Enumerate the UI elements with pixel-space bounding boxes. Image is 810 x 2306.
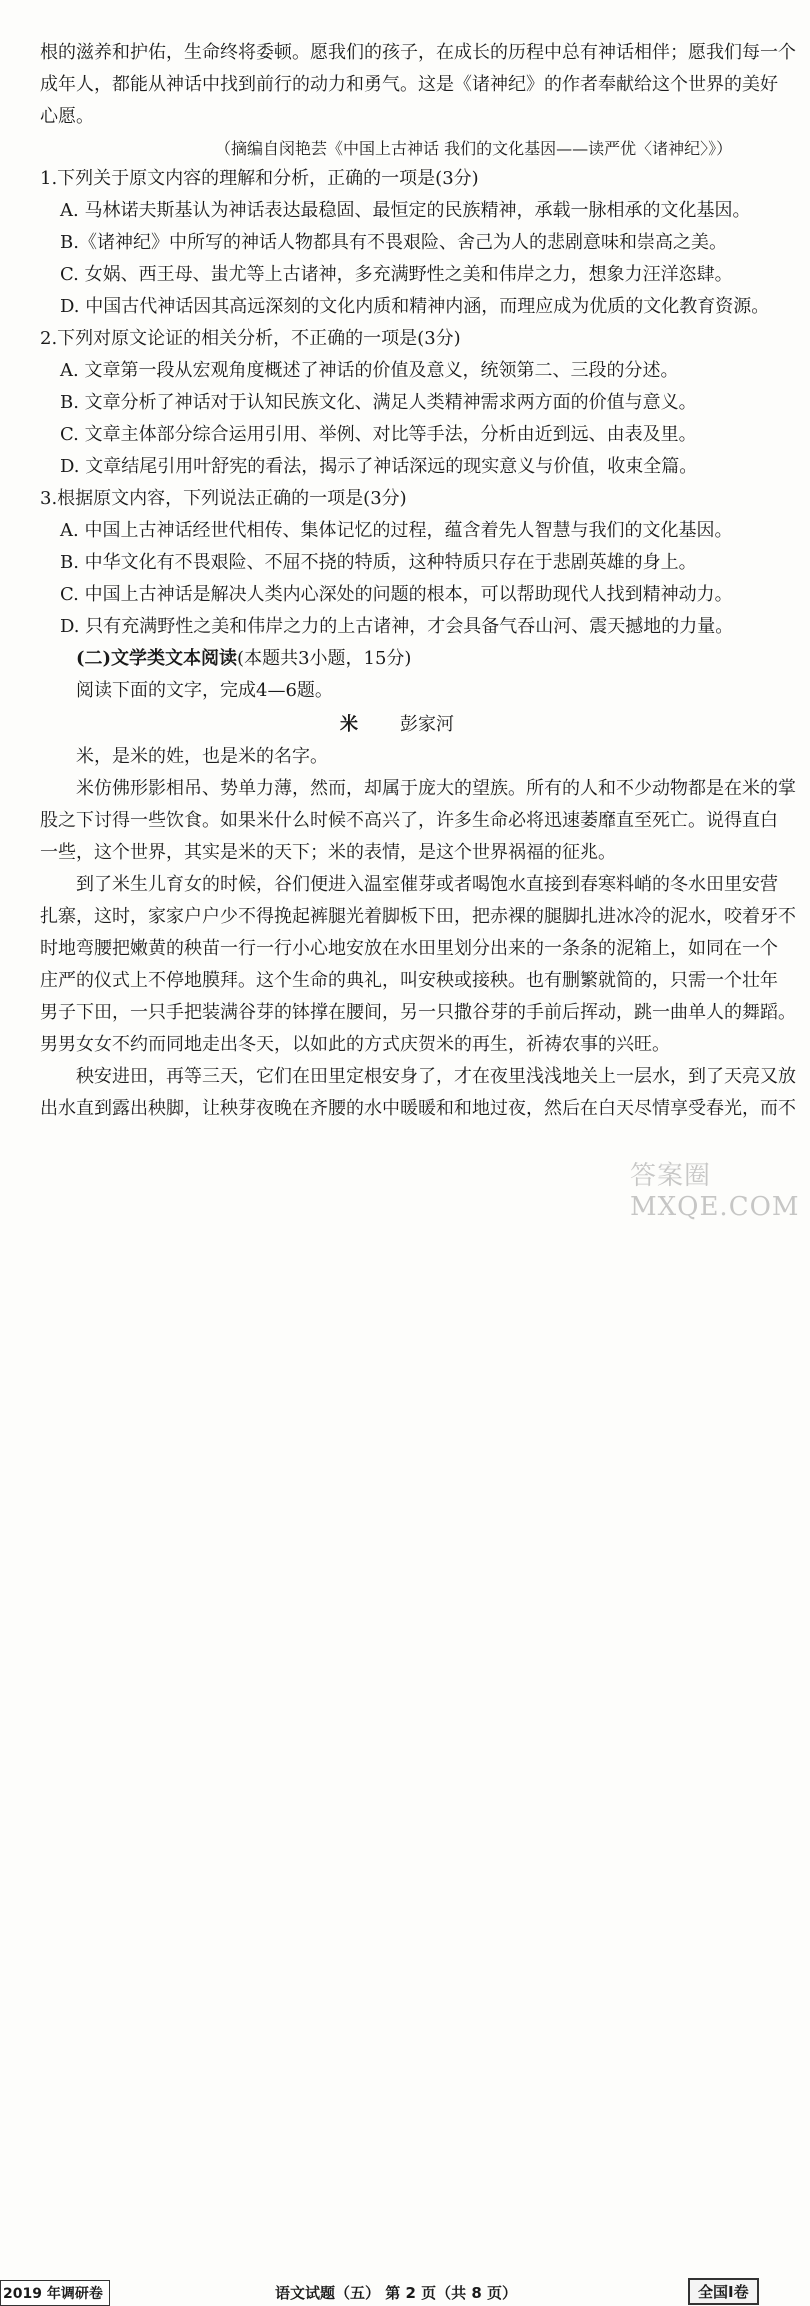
option-b: B. 中华文化有不畏艰险、不屈不挠的特质，这种特质只存在于悲剧英雄的身上。	[60, 552, 697, 573]
story-line: 男子下田，一只手把装满谷芽的钵撑在腰间，另一只撒谷芽的手前后挥动，跳一曲单人的舞蹈。	[40, 1002, 796, 1023]
question-stem: 2.下列对原文论证的相关分析，不正确的一项是(3分)	[40, 328, 461, 349]
section-note: (本题共3小题，15分)	[237, 648, 412, 669]
option-d: D. 中国古代神话因其高远深刻的文化内质和精神内涵，而理应成为优质的文化教育资源。	[60, 296, 770, 317]
option-a: A. 文章第一段从宏观角度概述了神话的价值及意义，统领第二、三段的分述。	[60, 360, 679, 381]
story-title: 米	[340, 714, 358, 735]
instruction: 阅读下面的文字，完成4—6题。	[76, 680, 333, 701]
story-line: 时地弯腰把嫩黄的秧苗一行一行小心地安放在水田里划分出来的一条条的泥箱上，如同在一个	[40, 938, 778, 959]
story-line: 出水直到露出秧脚，让秧芽夜晚在齐腰的水中暖暖和和地过夜，然后在白天尽情享受春光，而不	[40, 1098, 796, 1119]
story-line: 米仿佛形影相吊、势单力薄，然而，却属于庞大的望族。所有的人和不少动物都是在米的掌	[76, 778, 796, 799]
option-d: D. 只有充满野性之美和伟岸之力的上古诸神，才会具备气吞山河、震天撼地的力量。	[60, 616, 734, 637]
story-line: 秧安进田，再等三天，它们在田里定根安身了，才在夜里浅浅地关上一层水，到了天亮又放	[76, 1066, 796, 1087]
story-line: 到了米生儿育女的时候，谷们便进入温室催芽或者喝饱水直接到春寒料峭的冬水田里安营	[76, 874, 778, 895]
exam-badge: 2019 年调研卷	[0, 2280, 110, 2306]
section-heading: (二)文学类文本阅读	[76, 648, 238, 669]
option-a: A. 马林诺夫斯基认为神话表达最稳固、最恒定的民族精神，承载一脉相承的文化基因。	[60, 200, 751, 221]
story-author: 彭家河	[400, 714, 454, 735]
watermark: 答案圈 MXQE.COM	[630, 1161, 800, 1222]
option-c: C. 文章主体部分综合运用引用、举例、对比等手法，分析由近到远、由表及里。	[60, 424, 697, 445]
page-info: 语文试题（五） 第 2 页（共 8 页）	[275, 2284, 517, 2302]
question-stem: 1.下列关于原文内容的理解和分析，正确的一项是(3分)	[40, 168, 479, 189]
passage-line: 心愿。	[40, 106, 94, 127]
option-d: D. 文章结尾引用叶舒宪的看法，揭示了神话深远的现实意义与价值，收束全篇。	[60, 456, 698, 477]
story-line: 扎寨，这时，家家户户少不得挽起裤腿光着脚板下田，把赤裸的腿脚扎进冰冷的泥水，咬着牙不	[40, 906, 796, 927]
story-line: 男男女女不约而同地走出冬天，以如此的方式庆贺米的再生，祈祷农事的兴旺。	[40, 1034, 670, 1055]
region-stamp: 全国Ⅰ卷	[688, 2278, 759, 2305]
story-line: 股之下讨得一些饮食。如果米什么时候不高兴了，许多生命必将迅速萎靡直至死亡。说得直白	[40, 810, 778, 831]
option-a: A. 中国上古神话经世代相传、集体记忆的过程，蕴含着先人智慧与我们的文化基因。	[60, 520, 733, 541]
option-c: C. 女娲、西王母、蚩尤等上古诸神，多充满野性之美和伟岸之力，想象力汪洋恣肆。	[60, 264, 733, 285]
option-b: B.《诸神纪》中所写的神话人物都具有不畏艰险、舍己为人的悲剧意味和崇高之美。	[60, 232, 727, 253]
option-b: B. 文章分析了神话对于认知民族文化、满足人类精神需求两方面的价值与意义。	[60, 392, 697, 413]
passage-line: 成年人，都能从神话中找到前行的动力和勇气。这是《诸神纪》的作者奉献给这个世界的美好	[40, 74, 778, 95]
story-line: 一些，这个世界，其实是米的天下；米的表情，是这个世界祸福的征兆。	[40, 842, 616, 863]
question-stem: 3.根据原文内容，下列说法正确的一项是(3分)	[40, 488, 407, 509]
story-line: 庄严的仪式上不停地膜拜。这个生命的典礼，叫安秧或接秧。也有删繁就简的，只需一个壮年	[40, 970, 778, 991]
passage-line: 根的滋养和护佑，生命终将委顿。愿我们的孩子，在成长的历程中总有神话相伴；愿我们每一个	[40, 42, 796, 63]
source-citation: （摘编自闵艳芸《中国上古神话 我们的文化基因——读严优〈诸神纪〉》）	[215, 139, 733, 158]
story-line: 米，是米的姓，也是米的名字。	[76, 746, 328, 767]
section-heading-row	[76, 648, 411, 670]
option-c: C. 中国上古神话是解决人类内心深处的问题的根本，可以帮助现代人找到精神动力。	[60, 584, 733, 605]
